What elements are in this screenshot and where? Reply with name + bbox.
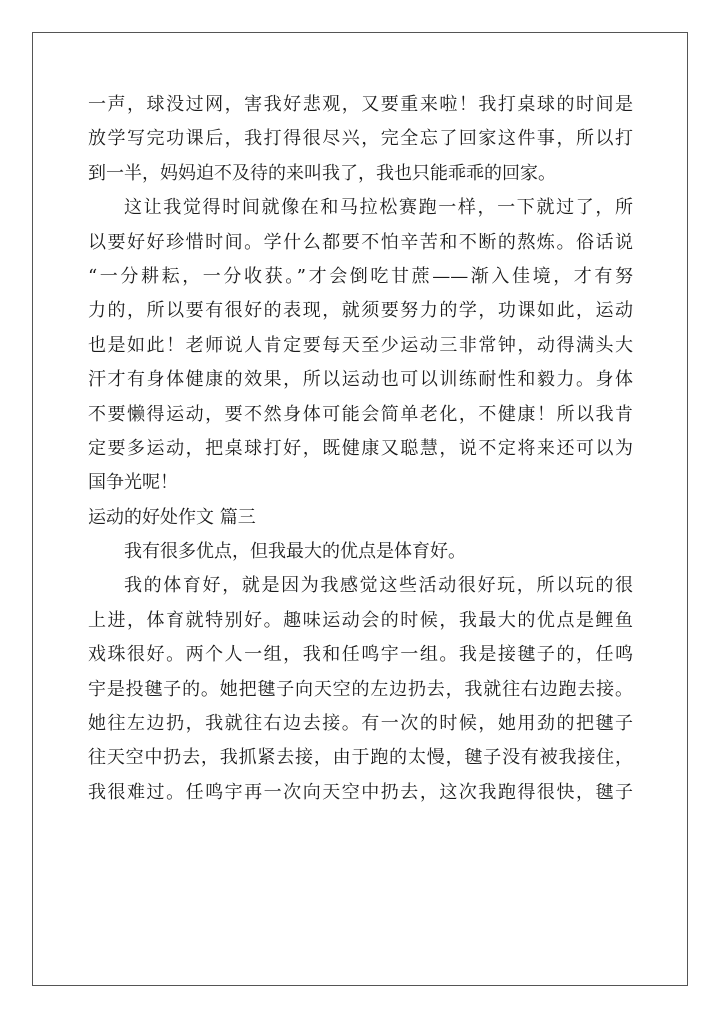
section-heading: 运动的好处作文 篇三	[88, 506, 256, 528]
text-line: “一分耕耘，一分收获。”才会倒吃甘蔗——渐入佳境，才有努	[88, 265, 633, 287]
text-line: 以要好好珍惜时间。学什么都要不怕辛苦和不断的熬炼。俗话说	[88, 231, 633, 253]
text-line: 国争光呢！	[88, 472, 178, 494]
text-line: 放学写完功课后，我打得很尽兴，完全忘了回家这件事，所以打	[88, 128, 633, 150]
text-line: 我的体育好，就是因为我感觉这些活动很好玩，所以玩的很	[124, 575, 633, 597]
text-line: 她往左边扔，我就往右边去接。有一次的时候，她用劲的把毽子	[88, 713, 633, 735]
text-line: 不要懒得运动，要不然身体可能会简单老化，不健康！所以我肯	[88, 403, 633, 425]
text-line: 宇是投毽子的。她把毽子向天空的左边扔去，我就往右边跑去接。	[88, 678, 633, 700]
document-body	[88, 88, 633, 810]
text-line: 往天空中扔去，我抓紧去接，由于跑的太慢，毽子没有被我接住，	[88, 747, 633, 769]
text-line: 汗才有身体健康的效果，所以运动也可以训练耐性和毅力。身体	[88, 369, 633, 391]
text-line: 戏珠很好。两个人一组，我和任鸣宇一组。我是接毽子的，任鸣	[88, 644, 633, 666]
text-line: 力的，所以要有很好的表现，就须要努力的学，功课如此，运动	[88, 300, 633, 322]
text-line: 定要多运动，把桌球打好，既健康又聪慧，说不定将来还可以为	[88, 437, 633, 459]
text-line: 这让我觉得时间就像在和马拉松赛跑一样，一下就过了，所	[124, 197, 633, 219]
text-line: 到一半，妈妈迫不及待的来叫我了，我也只能乖乖的回家。	[88, 162, 556, 184]
text-line: 我很难过。任鸣宇再一次向天空中扔去，这次我跑得很快，毽子	[88, 781, 633, 803]
text-line: 我有很多优点，但我最大的优点是体育好。	[124, 541, 466, 563]
text-line: 一声，球没过网，害我好悲观，又要重来啦！我打桌球的时间是	[88, 94, 633, 115]
text-line: 上进，体育就特别好。趣味运动会的时候，我最大的优点是鲤鱼	[88, 609, 633, 631]
text-line: 也是如此！老师说人肯定要每天至少运动三非常钟，动得满头大	[88, 334, 633, 356]
